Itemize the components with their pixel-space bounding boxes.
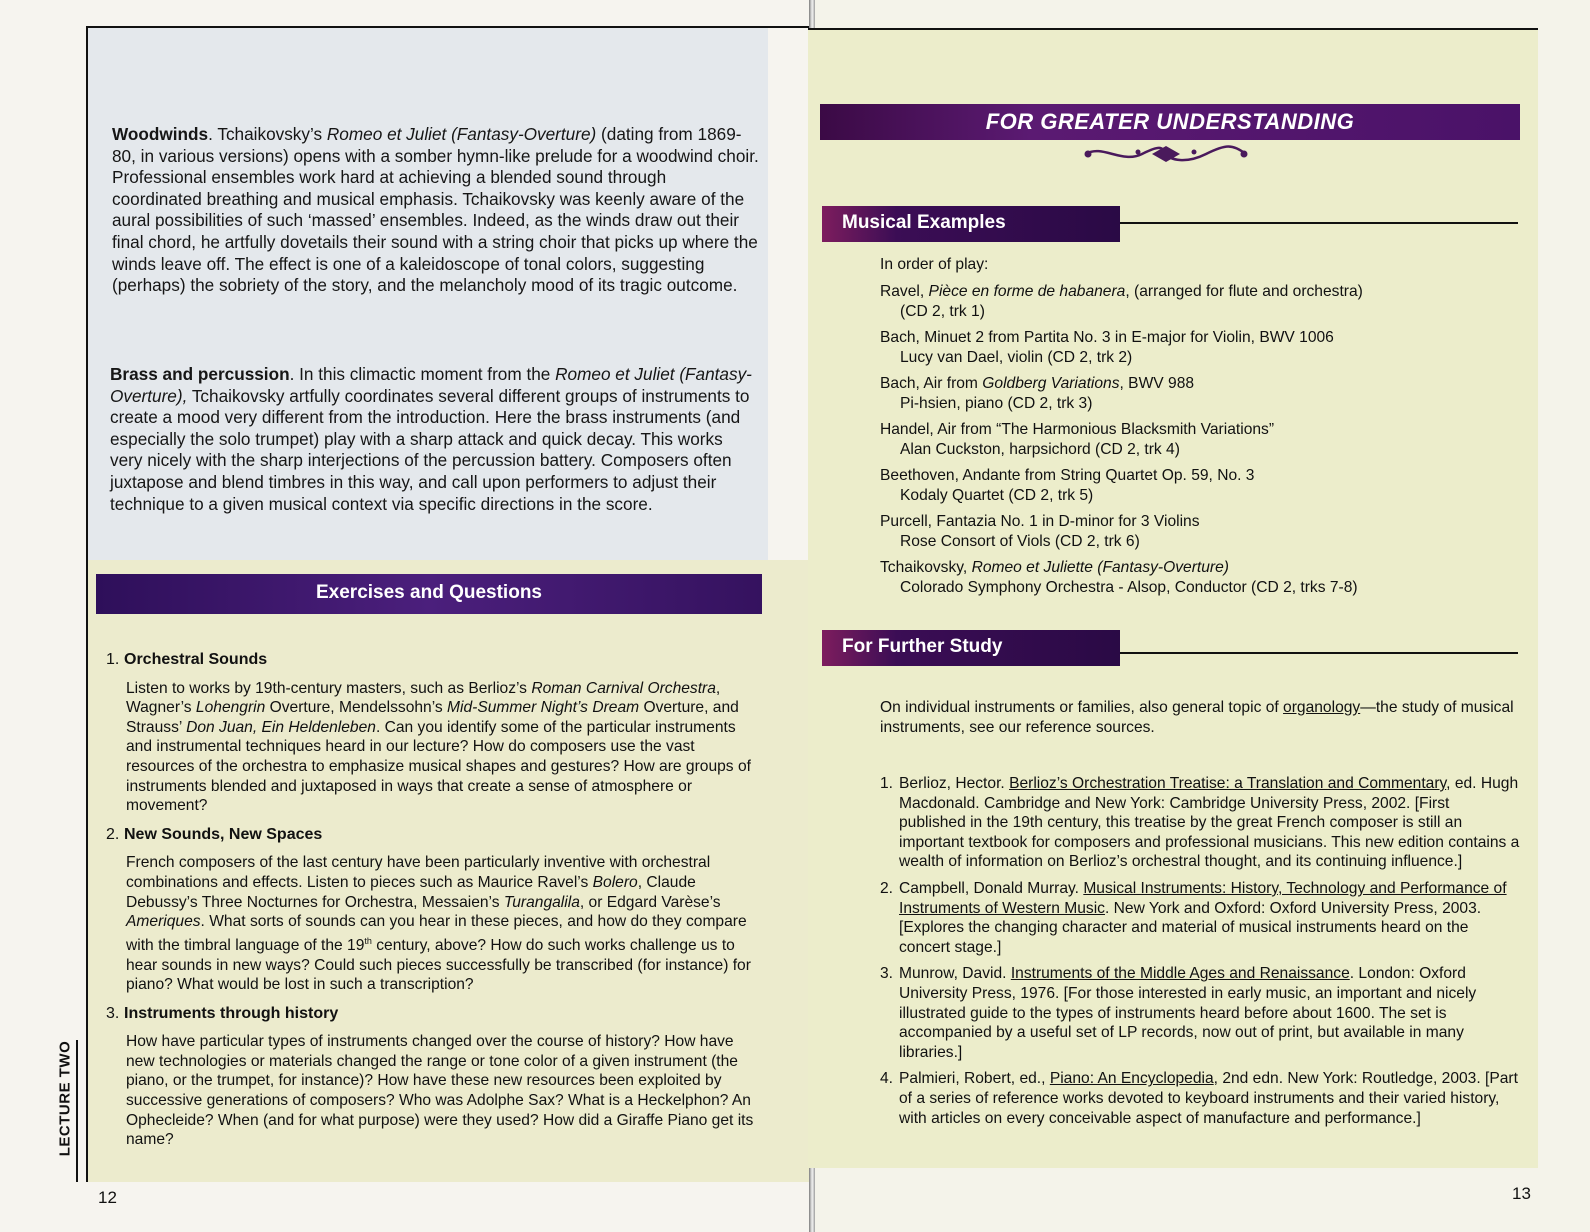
woodwinds-text-2: (dating from 1869-80, in various versions) opens with a somber hymn-like prelude for a woodwind choir. Professional ensembles work hard at achieving a blended sound through coordinated breathing and musical emphasis. Tchaikovsky was keenly aware of the aural possibilities of such ‘massed’ ensembles. Indeed, as the winds draw out their final chord, he artfully dovetails their sound with a string choir that picks up where the winds leave off. The effect is one of a kaleidoscope of tonal colors, suggesting (perhaps) the sobriety of the story, and the melancholy mood of its tragic outcome. — [112, 124, 759, 296]
brass-text-1: . In this climactic moment from the — [289, 364, 556, 384]
brass-heading: Brass and percussion — [110, 364, 290, 384]
side-rule — [76, 1040, 78, 1182]
exercise-number: 1. — [106, 651, 120, 668]
woodwinds-heading: Woodwinds — [112, 124, 209, 144]
order-label: In order of play: — [880, 256, 989, 273]
exercise-body: French composers of the last century have been particularly inventive with orchestral combinations and effects. Listen to pieces such as Maurice Ravel’s Bolero, Claude Debussy’s Three Nocturnes for Orchestra, Messaien’s Turangalila, or Edgard Varèse’s Ameriques. What sorts of sounds can you hear in these pieces, and how do they compare with the timbral language of the 19th century, above? How do such works challenge us to hear sounds in new ways? Could such pieces successfully be transcribed (for instance) for piano? What would be lost in such a transcription? — [126, 854, 751, 994]
greater-understanding-title: FOR GREATER UNDERSTANDING — [820, 104, 1520, 140]
brass-work-title: Romeo et Juliet (Fantasy-Overture), — [110, 364, 752, 406]
exercise-number: 2. — [106, 825, 120, 843]
example-item: Beethoven, Andante from String Quartet Op. 59, No. 3 Kodaly Quartet (CD 2, trk 5) — [880, 467, 1255, 504]
exercise-body: How have particular types of instruments changed over the course of history? How have new technologies or materials changed the range or tone color of a given instrument (the piano, or the trumpet, for instance)? How have these new resources been exploited by successive generations of composers? Who was Adolphe Sax? What is a Heckelphon? An Ophecleide? When (and for what purpose) were they used? How did a Giraffe Piano get its name? — [126, 1033, 754, 1149]
musical-examples-title: Musical Examples — [822, 206, 1120, 242]
exercise-heading — [106, 825, 756, 845]
further-study-rule — [1120, 652, 1518, 654]
exercise-title: Instruments through history — [124, 1004, 339, 1022]
example-item: Purcell, Fantazia No. 1 in D-minor for 3 Violins Rose Consort of Viols (CD 2, trk 6) — [880, 513, 1200, 550]
woodwinds-text-1: . Tchaikovsky’s — [208, 124, 327, 144]
musical-examples-rule — [1120, 222, 1518, 224]
frame-rule-top — [86, 26, 812, 28]
exercises-title: Exercises and Questions — [96, 574, 762, 614]
reference-item: 3. Munrow, David. Instruments of the Middle Ages and Renaissance. London: Oxford University Press, 1976. [For those interested in early music, an important and nicely illustrated guide to the types of instruments heard before about 1600. The set is accompanied by a useful set of LP records, now out of print, but available in many libraries.] — [880, 965, 1477, 1061]
side-label-text: LECTURE TWO — [56, 1040, 74, 1157]
exercise-title: Orchestral Sounds — [124, 651, 268, 668]
exercise-body: Listen to works by 19th-century masters, such as Berlioz’s Roman Carnival Orchestra, Wagner’s Lohengrin Overture, Mendelssohn’s Mid-Summer Night’s Dream Overture, and Strauss’ Don Juan, Ein Heldenleben. Can you identify some of the particular instruments and instrumental techniques heard in our lecture? How do composers use the vast resources of the orchestra to emphasize musical shapes and gestures? How are groups of instruments blended and juxtaposed in ways that create a sense of atmosphere or movement? — [126, 679, 751, 815]
further-study-title: For Further Study — [822, 630, 1120, 666]
woodwinds-paragraph — [112, 124, 760, 297]
exercises-list — [106, 650, 756, 1159]
example-item: Bach, Minuet 2 from Partita No. 3 in E-major for Violin, BWV 1006 Lucy van Dael, violin (CD 2, trk 2) — [880, 329, 1334, 366]
reference-item: 4. Palmieri, Robert, ed., Piano: An Encyclopedia, 2nd edn. New York: Routledge, 2003. [Part of a series of reference works devoted to keyboard instruments and their varied history, with articles on every conceivable aspect of manufacture and performance.] — [880, 1070, 1518, 1127]
exercise-heading — [106, 1004, 756, 1024]
frame-rule-top-right — [808, 28, 1538, 30]
musical-examples-list — [880, 282, 1520, 604]
example-item: Bach, Air from Goldberg Variations, BWV 988 Pi-hsien, piano (CD 2, trk 3) — [880, 375, 1195, 412]
exercise-item — [106, 650, 756, 816]
example-item: Ravel, Pièce en forme de habanera, (arranged for flute and orchestra) (CD 2, trk 1) — [880, 283, 1363, 320]
example-item: Tchaikovsky, Romeo et Juliette (Fantasy-Overture) Colorado Symphony Orchestra - Alsop, Conductor (CD 2, trks 7-8) — [880, 559, 1358, 596]
ornament-flourish-icon — [1082, 142, 1250, 166]
reference-item: 2. Campbell, Donald Murray. Musical Instruments: History, Technology and Performance of Instruments of Western Music. New York and Oxford: Oxford University Press, 2003. [Explores the changing character and material of musical instruments heard on the concert stage.] — [880, 879, 1507, 956]
further-study-intro: On individual instruments or families, also general topic of organology—the study of musical instruments, see our reference sources. — [880, 699, 1514, 736]
exercise-item — [106, 1004, 756, 1150]
exercise-number: 3. — [106, 1004, 120, 1022]
exercise-heading — [106, 650, 756, 670]
page-number-left: 12 — [98, 1188, 117, 1207]
exercise-title: New Sounds, New Spaces — [124, 825, 323, 843]
reference-list — [880, 774, 1520, 1135]
reference-item: 1. Berlioz, Hector. Berlioz’s Orchestration Treatise: a Translation and Commentary, ed. Hugh Macdonald. Cambridge and New York: Cambridge University Press, 2002. [First published in the 19th century, this treatise by the great French composer is still an important textbook for composers and professional musicians. This new edition contains a wealth of information on Berlioz’s orchestral thought, and its continuing influence.] — [880, 775, 1520, 871]
lecture-side-label — [52, 1040, 78, 1168]
exercise-item — [106, 825, 756, 995]
woodwinds-work-title: Romeo et Juliet (Fantasy-Overture) — [326, 124, 597, 144]
frame-rule-left — [86, 26, 88, 1182]
example-item: Handel, Air from “The Harmonious Blacksmith Variations” Alan Cuckston, harpsichord (CD 2, trk 4) — [880, 421, 1275, 458]
page-number-right: 13 — [1512, 1184, 1531, 1203]
brass-paragraph — [110, 364, 758, 515]
brass-text-2: Tchaikovsky artfully coordinates several different groups of instruments to create a mood very different from the introduction. Here the brass instruments (and especially the solo trumpet) play with a sharp attack and quick decay. This works very nicely with the sharp interjections of the percussion battery. Composers often juxtapose and blend timbres in this way, and call upon performers to adjust their technique to a given musical context via specific directions in the score. — [110, 385, 750, 514]
